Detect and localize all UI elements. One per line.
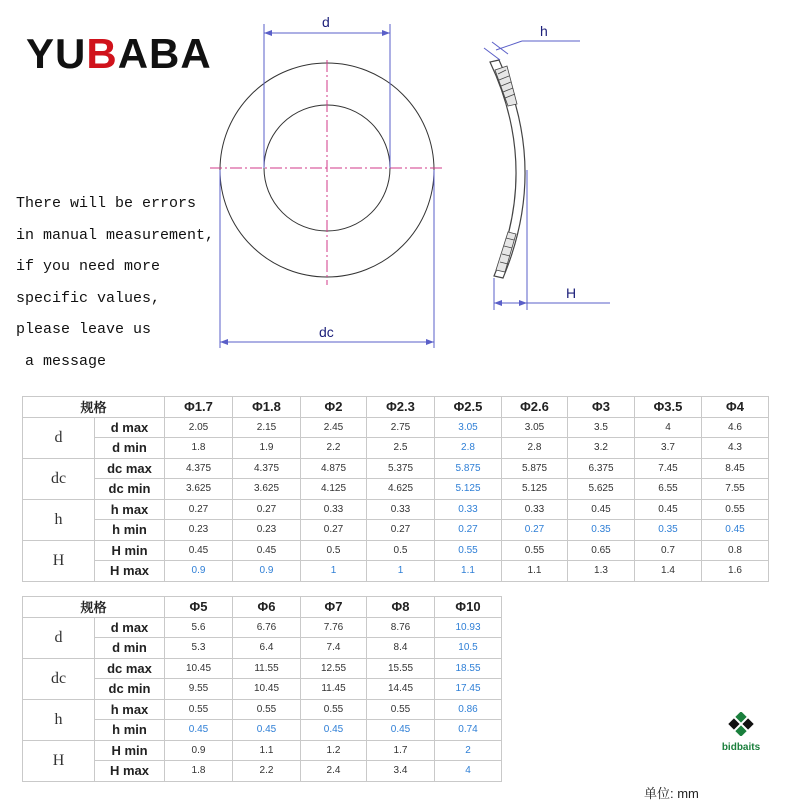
row-label: h min [95, 520, 165, 541]
table-cell: 4.6 [702, 417, 769, 438]
column-header: Φ10 [435, 597, 502, 618]
table-cell: 4.375 [165, 458, 233, 479]
table-cell: 0.45 [635, 499, 702, 520]
table-cell: 5.875 [435, 458, 502, 479]
table-row [23, 458, 769, 479]
row-label: h max [95, 499, 165, 520]
group-label-dc: dc [23, 458, 95, 499]
table-cell: 0.27 [301, 520, 367, 541]
table-cell: 18.55 [435, 658, 502, 679]
table-cell: 3.2 [568, 438, 635, 459]
table-cell: 0.35 [568, 520, 635, 541]
table-cell: 2.45 [301, 417, 367, 438]
row-label: h min [95, 720, 165, 741]
table-cell: 5.625 [568, 479, 635, 500]
group-label-d: d [23, 417, 95, 458]
table-cell: 0.45 [301, 720, 367, 741]
table-cell: 3.05 [502, 417, 568, 438]
table-cell: 0.45 [568, 499, 635, 520]
spec-header-label: 规格 [23, 597, 165, 618]
table-cell: 0.9 [233, 561, 301, 582]
group-label-dc: dc [23, 658, 95, 699]
table-cell: 0.45 [702, 520, 769, 541]
group-label-h: h [23, 499, 95, 540]
table-cell: 17.45 [435, 679, 502, 700]
table-cell: 2.8 [502, 438, 568, 459]
column-header: Φ4 [702, 397, 769, 418]
table-cell: 4.125 [301, 479, 367, 500]
table-cell: 4 [435, 761, 502, 782]
group-label-h: h [23, 699, 95, 740]
table-cell: 5.875 [502, 458, 568, 479]
table-cell: 0.27 [165, 499, 233, 520]
table-cell: 0.9 [165, 740, 233, 761]
table-cell: 1.8 [165, 438, 233, 459]
table-cell: 6.375 [568, 458, 635, 479]
table-row [23, 761, 502, 782]
column-header: Φ3 [568, 397, 635, 418]
group-label-H: H [23, 540, 95, 581]
table-cell: 1.3 [568, 561, 635, 582]
table-cell: 4.3 [702, 438, 769, 459]
table-row [23, 540, 769, 561]
table-cell: 5.125 [502, 479, 568, 500]
table-cell: 1.8 [165, 761, 233, 782]
table-cell: 0.55 [165, 699, 233, 720]
column-header: Φ2.3 [367, 397, 435, 418]
table-cell: 0.45 [233, 540, 301, 561]
h-leader-b [492, 42, 508, 54]
table-cell: 4.375 [233, 458, 301, 479]
note-line: specific values, [16, 289, 161, 307]
spec-table-2 [22, 596, 502, 782]
table-cell: 0.35 [635, 520, 702, 541]
row-label: d min [95, 638, 165, 659]
table-cell: 4.625 [367, 479, 435, 500]
table-cell: 0.27 [233, 499, 301, 520]
table-cell: 9.55 [165, 679, 233, 700]
column-header: Φ8 [367, 597, 435, 618]
table-cell: 4 [635, 417, 702, 438]
table-cell: 8.45 [702, 458, 769, 479]
note-line: please leave us [16, 321, 152, 338]
spec-header-label: 规格 [23, 397, 165, 418]
row-label: dc min [95, 479, 165, 500]
note-line: in manual measurement, [16, 226, 215, 244]
table-cell: 0.55 [301, 699, 367, 720]
table-cell: 3.4 [367, 761, 435, 782]
row-label: h max [95, 699, 165, 720]
unit-label: 单位: mm [644, 786, 699, 801]
column-header: Φ1.8 [233, 397, 301, 418]
column-header: Φ2.5 [435, 397, 502, 418]
table-cell: 5.375 [367, 458, 435, 479]
table-cell: 0.45 [165, 540, 233, 561]
table-cell: 3.7 [635, 438, 702, 459]
washer-side-view [484, 23, 610, 310]
column-header: Φ7 [301, 597, 367, 618]
note-line: a message [25, 352, 107, 370]
table-cell: 1.6 [702, 561, 769, 582]
row-label: dc max [95, 658, 165, 679]
table-row [23, 479, 769, 500]
column-header: Φ5 [165, 597, 233, 618]
table-cell: 0.7 [635, 540, 702, 561]
table-cell: 10.93 [435, 617, 502, 638]
row-label: H min [95, 540, 165, 561]
table-cell: 6.76 [233, 617, 301, 638]
row-label: d max [95, 417, 165, 438]
note-line: There will be errors [16, 195, 197, 212]
bidbaits-logo-icon [728, 712, 754, 736]
table-row [23, 740, 502, 761]
table-cell: 5.125 [435, 479, 502, 500]
row-label: d max [95, 617, 165, 638]
row-label: H max [95, 761, 165, 782]
table-cell: 2.5 [367, 438, 435, 459]
table-row [23, 617, 502, 638]
table-cell: 0.55 [367, 699, 435, 720]
table-cell: 0.45 [367, 720, 435, 741]
table-header-row [23, 597, 502, 618]
table-cell: 1 [367, 561, 435, 582]
table-cell: 7.4 [301, 638, 367, 659]
table-cell: 0.45 [233, 720, 301, 741]
d-dimension-label: d [322, 14, 330, 30]
H-dimension-label: H [566, 285, 577, 301]
table-cell: 7.55 [702, 479, 769, 500]
table-cell: 7.76 [301, 617, 367, 638]
table-cell: 1.2 [301, 740, 367, 761]
table-cell: 8.76 [367, 617, 435, 638]
table-cell: 2.8 [435, 438, 502, 459]
column-header: Φ2 [301, 397, 367, 418]
table-cell: 3.625 [233, 479, 301, 500]
table-cell: 0.33 [301, 499, 367, 520]
table-cell: 7.45 [635, 458, 702, 479]
table-cell: 1 [301, 561, 367, 582]
table-row [23, 720, 502, 741]
table-cell: 2 [435, 740, 502, 761]
row-label: H max [95, 561, 165, 582]
table-cell: 0.9 [165, 561, 233, 582]
washer-front-view [210, 14, 444, 348]
table-cell: 2.2 [301, 438, 367, 459]
column-header: Φ2.6 [502, 397, 568, 418]
bidbaits-logo [718, 712, 764, 753]
table-cell: 10.5 [435, 638, 502, 659]
table-cell: 6.55 [635, 479, 702, 500]
table-cell: 11.45 [301, 679, 367, 700]
table-cell: 0.55 [702, 499, 769, 520]
h-dimension-label: h [540, 23, 548, 39]
table-row [23, 417, 769, 438]
table-cell: 0.65 [568, 540, 635, 561]
group-label-d: d [23, 617, 95, 658]
table-row [23, 699, 502, 720]
group-label-H: H [23, 740, 95, 781]
table-cell: 0.27 [367, 520, 435, 541]
table-row [23, 561, 769, 582]
table-cell: 12.55 [301, 658, 367, 679]
table-cell: 0.23 [165, 520, 233, 541]
table-cell: 3.05 [435, 417, 502, 438]
table-cell: 0.5 [367, 540, 435, 561]
table-cell: 2.2 [233, 761, 301, 782]
table-row [23, 679, 502, 700]
table-cell: 10.45 [165, 658, 233, 679]
table-cell: 0.55 [502, 540, 568, 561]
table-cell: 0.33 [435, 499, 502, 520]
table-cell: 0.55 [233, 699, 301, 720]
bidbaits-logo-text: bidbaits [721, 742, 761, 753]
row-label: d min [95, 438, 165, 459]
table-row [23, 438, 769, 459]
table-cell: 3.625 [165, 479, 233, 500]
table-cell: 2.4 [301, 761, 367, 782]
table-cell: 0.86 [435, 699, 502, 720]
table-cell: 0.5 [301, 540, 367, 561]
row-label: H min [95, 740, 165, 761]
table-cell: 3.5 [568, 417, 635, 438]
column-header: Φ3.5 [635, 397, 702, 418]
table-cell: 0.27 [435, 520, 502, 541]
table-cell: 1.7 [367, 740, 435, 761]
table-cell: 10.45 [233, 679, 301, 700]
table-row [23, 520, 769, 541]
table-cell: 0.55 [435, 540, 502, 561]
table-cell: 8.4 [367, 638, 435, 659]
dc-dimension-label: dc [319, 324, 334, 340]
table-cell: 0.74 [435, 720, 502, 741]
table-cell: 0.8 [702, 540, 769, 561]
table-cell: 2.15 [233, 417, 301, 438]
table-cell: 1.9 [233, 438, 301, 459]
table-cell: 0.33 [502, 499, 568, 520]
table-cell: 1.1 [502, 561, 568, 582]
washer-diagram [0, 0, 800, 395]
table-row [23, 658, 502, 679]
table-cell: 0.23 [233, 520, 301, 541]
spec-table-1 [22, 396, 769, 582]
table-row [23, 638, 502, 659]
brand-logo: YUBABA [26, 30, 212, 77]
table-cell: 0.45 [165, 720, 233, 741]
table-cell: 14.45 [367, 679, 435, 700]
column-header: Φ6 [233, 597, 301, 618]
row-label: dc max [95, 458, 165, 479]
row-label: dc min [95, 679, 165, 700]
note-line: if you need more [16, 258, 161, 275]
table-cell: 2.75 [367, 417, 435, 438]
table-cell: 4.875 [301, 458, 367, 479]
table-cell: 15.55 [367, 658, 435, 679]
table-cell: 1.1 [233, 740, 301, 761]
table-cell: 0.33 [367, 499, 435, 520]
table-cell: 2.05 [165, 417, 233, 438]
table-cell: 5.6 [165, 617, 233, 638]
table-header-row [23, 397, 769, 418]
table-row [23, 499, 769, 520]
h-leader-c [496, 41, 522, 50]
table-cell: 6.4 [233, 638, 301, 659]
table-cell: 5.3 [165, 638, 233, 659]
column-header: Φ1.7 [165, 397, 233, 418]
table-cell: 1.4 [635, 561, 702, 582]
table-cell: 1.1 [435, 561, 502, 582]
table-cell: 11.55 [233, 658, 301, 679]
table-cell: 0.27 [502, 520, 568, 541]
